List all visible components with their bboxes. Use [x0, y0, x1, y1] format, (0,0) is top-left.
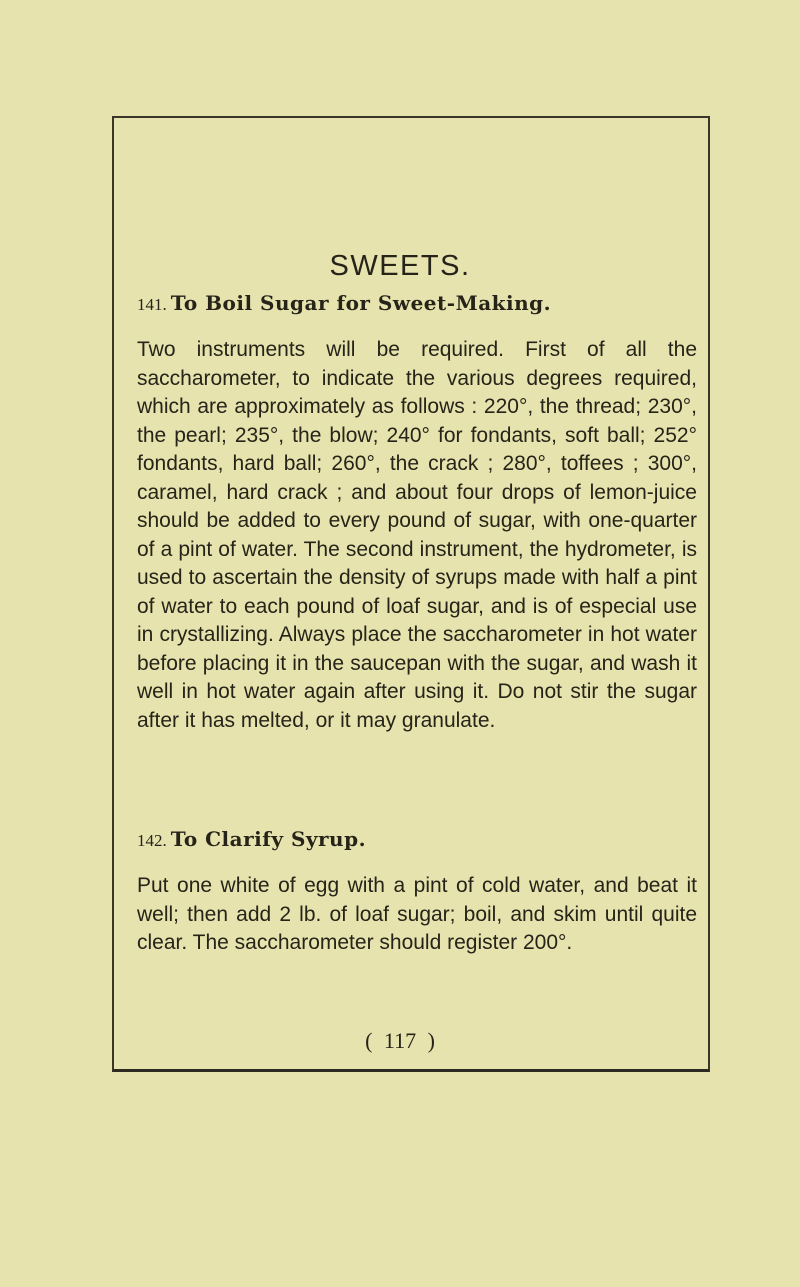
recipe-title-142	[137, 827, 366, 851]
recipe-number: 141.	[137, 295, 167, 314]
recipe-name: To Clarify Syrup.	[170, 827, 367, 851]
recipe-name: To Boil Sugar for Sweet-Making.	[170, 291, 552, 315]
recipe-text-142: Put one white of egg with a pint of cold water, and beat it well; then add 2 lb. of loaf sugar; boil, and skim until quite clear. The saccharometer should register 200°.	[137, 874, 697, 954]
recipe-text-141: Two instruments will be required. First of all the saccharometer, to indicate the various degrees required, which are approximately as follows : 220°, the thread; 230°, the pearl; 235°, the blow; 240° for fondants, soft ball; 252° fondants, hard ball; 260°, the crack ; 280°, toffees ; 300°, caramel, hard crack ; and about four drops of lemon-juice should be added to every pound of sugar, with one-quarter of a pint of water. The second instrument, the hydrometer, is used to ascertain the density of syrups made with half a pint of water to each pound of loaf sugar, and is of especial use in crystallizing. Always place the saccharometer in hot water before placing it in the saucepan with the sugar, and wash it well in hot water again after using it. Do not stir the sugar after it has melted, or it may granulate.	[137, 338, 697, 732]
recipe-number: 142.	[137, 831, 167, 850]
page-number: ( 117 )	[365, 1028, 435, 1053]
page-heading: SWEETS.	[329, 250, 471, 282]
recipe-title-141	[137, 291, 551, 315]
